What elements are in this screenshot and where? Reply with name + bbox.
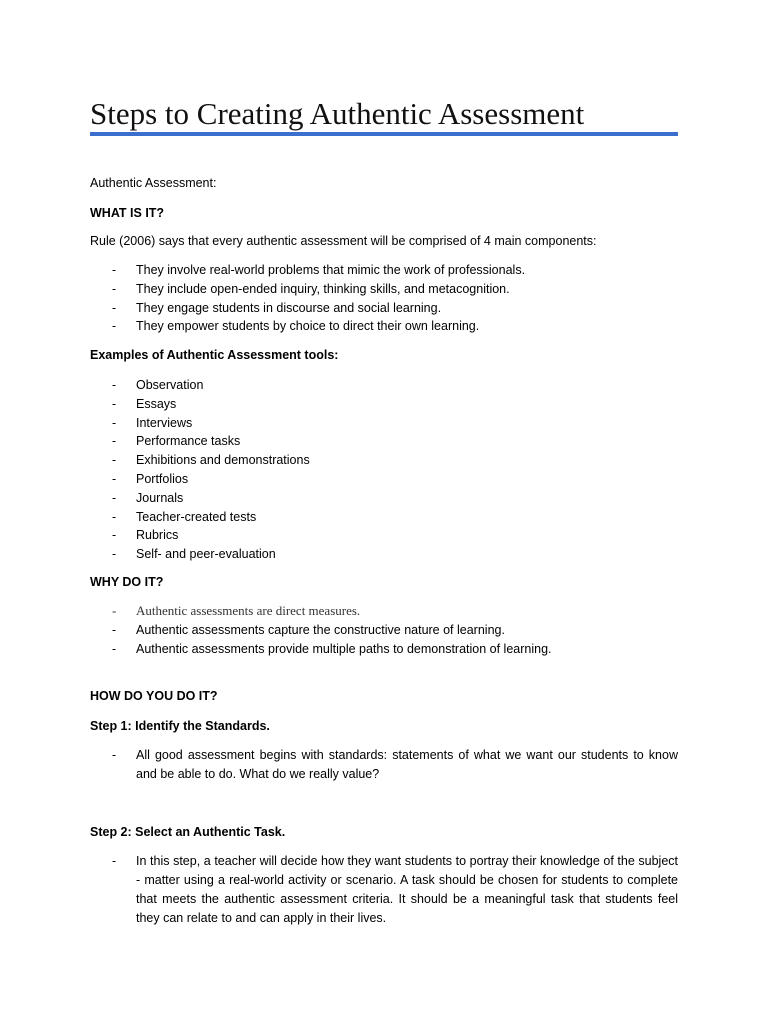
- bullet-dash: -: [112, 263, 117, 277]
- bullet-dash: -: [112, 854, 117, 868]
- list-item-text: Interviews: [136, 415, 193, 430]
- list-item: [90, 852, 678, 928]
- page-title: Steps to Creating Authentic Assessment: [90, 96, 585, 131]
- list-item: [90, 395, 678, 414]
- step2-heading: Step 2: Select an Authentic Task.: [90, 825, 286, 839]
- list-item-text: Teacher-created tests: [136, 509, 257, 524]
- step1-text: All good assessment begins with standards: statements of what we want our students to know and be able to do. What do we really value?: [136, 748, 678, 781]
- bullet-dash: -: [112, 378, 117, 392]
- list-item: [90, 317, 678, 336]
- components-list: [90, 261, 678, 336]
- list-item-text: Journals: [136, 490, 184, 505]
- step1-heading: Step 1: Identify the Standards.: [90, 719, 270, 733]
- list-item-text: They empower students by choice to direct their own learning.: [136, 319, 480, 334]
- step2-text: In this step, a teacher will decide how they want students to portray their knowledge of the subject - matter using a real-world activity or scenario. A task should be chosen for students to complete that meets the authentic assessment criteria. It should be a meaningful task that students feel they can relate to and can apply in their lives.: [136, 854, 678, 925]
- list-item-text: Authentic assessments are direct measures.: [136, 603, 361, 618]
- list-item-text: Rubrics: [136, 528, 179, 543]
- heading-how-do-you-do-it: HOW DO YOU DO IT?: [90, 689, 218, 703]
- list-item: [90, 261, 678, 280]
- list-item-text: They include open-ended inquiry, thinking skills, and metacognition.: [136, 281, 510, 296]
- list-item: [90, 746, 678, 784]
- heading-authentic-assessment: Authentic Assessment:: [90, 176, 217, 190]
- bullet-dash: -: [112, 281, 117, 296]
- list-item-text: Observation: [136, 378, 204, 392]
- bullet-dash: -: [112, 603, 117, 618]
- list-item: [90, 602, 678, 621]
- list-item: [90, 376, 678, 395]
- bullet-dash: -: [112, 300, 117, 315]
- bullet-dash: -: [112, 547, 117, 562]
- heading-why-do-it: WHY DO IT?: [90, 575, 164, 589]
- bullet-dash: -: [112, 453, 117, 468]
- bullet-dash: -: [112, 434, 117, 449]
- why-list: [90, 602, 678, 658]
- bullet-dash: -: [112, 319, 117, 334]
- list-item-text: Authentic assessments provide multiple paths to demonstration of learning.: [136, 641, 552, 656]
- list-item: [90, 489, 678, 508]
- title-underline: [90, 132, 678, 136]
- list-item: [90, 640, 678, 659]
- list-item-text: Performance tasks: [136, 434, 241, 449]
- bullet-dash: -: [112, 748, 117, 762]
- bullet-dash: -: [112, 471, 117, 486]
- step2-list: [90, 852, 678, 928]
- list-item: [90, 414, 678, 433]
- bullet-dash: -: [112, 396, 117, 411]
- bullet-dash: -: [112, 415, 117, 430]
- list-item-text: They engage students in discourse and social learning.: [136, 300, 442, 315]
- bullet-dash: -: [112, 490, 117, 505]
- list-item: [90, 545, 678, 564]
- step1-list: [90, 746, 678, 784]
- list-item: [90, 470, 678, 489]
- list-item-text: Portfolios: [136, 471, 189, 486]
- heading-what-is-it: WHAT IS IT?: [90, 206, 165, 220]
- tools-list: [90, 376, 678, 564]
- intro-paragraph: Rule (2006) says that every authentic assessment will be comprised of 4 main components:: [90, 234, 597, 248]
- list-item: [90, 280, 678, 299]
- list-item-text: They involve real-world problems that mimic the work of professionals.: [136, 263, 526, 277]
- list-item-text: Exhibitions and demonstrations: [136, 453, 310, 468]
- list-item: [90, 299, 678, 318]
- list-item-text: Essays: [136, 396, 177, 411]
- list-item: [90, 526, 678, 545]
- list-item-text: Authentic assessments capture the constructive nature of learning.: [136, 622, 505, 637]
- list-item: [90, 621, 678, 640]
- bullet-dash: -: [112, 509, 117, 524]
- bullet-dash: -: [112, 641, 117, 656]
- bullet-dash: -: [112, 622, 117, 637]
- bullet-dash: -: [112, 528, 117, 543]
- list-item-text: Self- and peer-evaluation: [136, 547, 276, 562]
- list-item: [90, 451, 678, 470]
- heading-examples: Examples of Authentic Assessment tools:: [90, 348, 339, 362]
- list-item: [90, 508, 678, 527]
- list-item: [90, 432, 678, 451]
